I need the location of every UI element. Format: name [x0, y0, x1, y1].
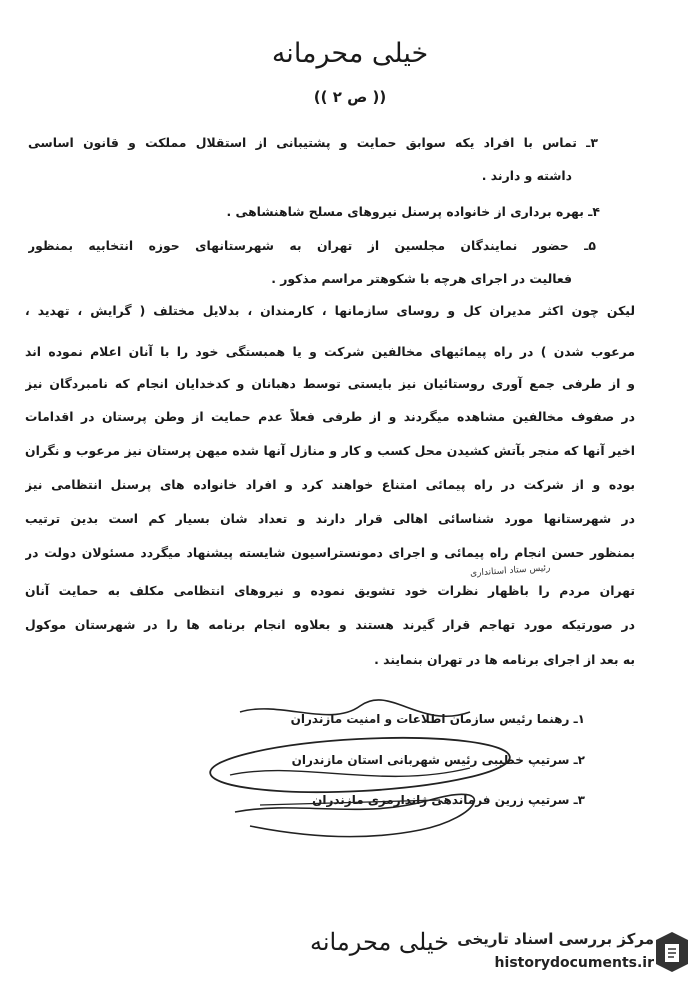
text-line-3: ۴ـ بهره برداری از خانواده پرسنل نیروهای مسلح شاهنشاهی . — [226, 204, 600, 219]
text-line-14: تهران مردم را باظهار نظرات خود تشویق نموده و نیروهای انتظامی مکلف به حمایت آنان — [25, 583, 635, 598]
classification-footer: خیلی محرمانه — [310, 928, 449, 956]
text-line-13: بمنظور حسن انجام راه پیمائی و اجرای دمونستراسیون شایسته پیشنهاد میگردد مسئولان دولت در — [25, 545, 635, 560]
text-line-5: فعالیت در اجرای هرچه با شکوهتر مراسم مذکور . — [271, 271, 572, 286]
text-line-7: مرعوب شدن ) در راه پیمائیهای مخالفین شرکت و یا همبستگی خود را با آنان اعلام نموده اند — [25, 344, 635, 359]
text-line-11: بوده و از شرکت در راه پیمائی امتناع خواهند کرد و افراد خانواده های پرسنل انتظامی نیز — [25, 477, 635, 492]
text-line-12: در شهرستانها مورد شناسائی اهالی قرار دارند و تعداد شان بسیار کم است بدین ترتیب — [25, 511, 635, 526]
watermark-name: مرکز بررسی اسناد تاریخی — [457, 930, 654, 948]
text-line-4: ۵ـ حضور نمایندگان مجلسین از تهران به شهرستانهای حوزه انتخابیه بمنظور — [28, 238, 596, 253]
watermark-url: historydocuments.ir — [494, 955, 654, 971]
signatory-2: ۲ـ سرتیپ خطیبی رئیس شهربانی استان مازندران — [291, 753, 585, 767]
text-line-15: در صورتیکه مورد تهاجم قرار گیرند هستند و بعلاوه انجام برنامه ها را در شهرستان موکول — [25, 617, 635, 632]
text-line-2: داشته و دارند . — [481, 168, 572, 183]
text-line-8: و از طرفی جمع آوری روستائیان نیز بایستی توسط دهبانان و کدخدایان انجام که نامبردگان نیز — [25, 376, 635, 391]
text-line-1: ۳ـ تماس با افراد یکه سوابق حمایت و پشتیبانی از استقلال مملکت و قانون اساسی — [28, 135, 598, 150]
signatory-3: ۳ـ سرتیپ زرین فرماندهی ژاندارمری مازندران — [312, 793, 585, 807]
text-line-6: لیکن چون اکثر مدیران کل و روسای سازمانها ، کارمندان ، بدلایل مختلف ( گرایش ، تهدید ، — [25, 303, 635, 318]
page-number: (( ص ۲ )) — [313, 88, 387, 106]
text-line-10: اخیر آنها که منجر بآتش کشیدن محل کسب و کار و منازل آنها شده میهن پرستان نیز مرعوب و نگران — [25, 443, 635, 458]
classification-header: خیلی محرمانه — [271, 38, 429, 69]
text-line-16: به بعد از اجرای برنامه ها در تهران بنمایند . — [374, 652, 635, 667]
signatory-1: ۱ـ رهنما رئیس سازمان اطلاعات و امنیت مازندران — [290, 712, 585, 726]
handwritten-annotation: رئیس ستاد استانداری — [469, 563, 551, 579]
text-line-9: در صفوف مخالفین مشاهده میگردند و از طرفی فعلاً عدم حمایت از وطن پرستان در اقدامات — [25, 409, 635, 424]
document-center-logo-icon — [652, 928, 692, 976]
